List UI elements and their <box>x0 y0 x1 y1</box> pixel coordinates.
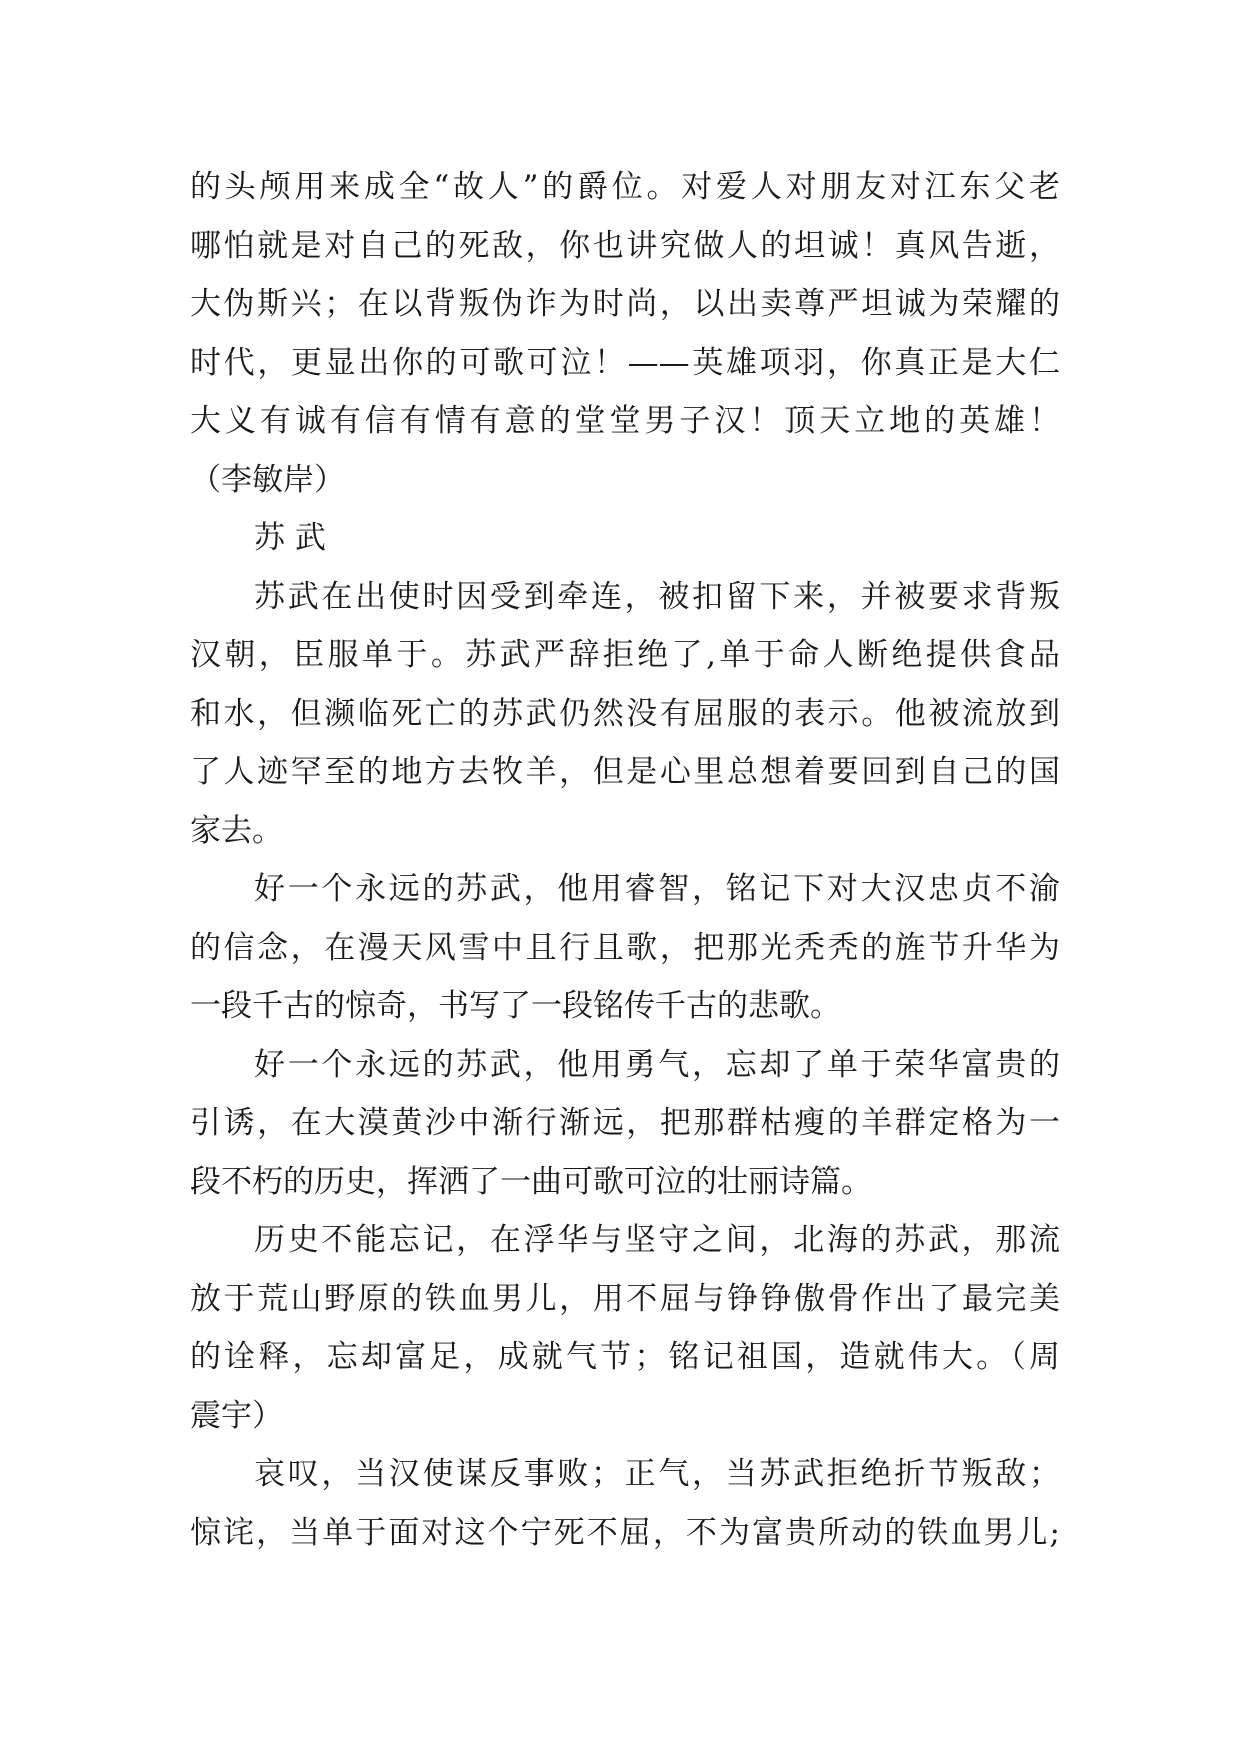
text-line: 时代，更显出你的可歌可泣！——英雄项羽，你真正是大仁 <box>190 344 1060 381</box>
text-line: 的头颅用来成全“故人”的爵位。对爱人对朋友对江东父老 <box>190 169 1060 205</box>
paragraph-start: 历史不能忘记，在浮华与坚守之间，北海的苏武，那流 <box>254 1222 1060 1258</box>
paragraph-start: 苏武在出使时因受到牵连，被扣留下来，并被要求背叛 <box>254 578 1060 615</box>
text-line: 哪怕就是对自己的死敌，你也讲究做人的坦诚！真风告逝， <box>190 227 1060 264</box>
paragraph-start: 好一个永远的苏武，他用勇气，忘却了单于荣华富贵的 <box>254 1046 1060 1083</box>
text-line: 的诠释，忘却富足，成就气节；铭记祖国，造就伟大。（周 <box>190 1339 1060 1375</box>
text-line: 引诱，在大漠黄沙中渐行渐远，把那群枯瘦的羊群定格为一 <box>190 1105 1060 1141</box>
paragraph-end: 一段千古的惊奇，书写了一段铭传千古的悲歌。 <box>190 988 841 1024</box>
section-heading: 苏 武 <box>254 520 326 556</box>
document-page <box>190 158 1060 1562</box>
text-line: 和水，但濒临死亡的苏武仍然没有屈服的表示。他被流放到 <box>190 695 1060 732</box>
author-attribution: （李敏岸） <box>190 461 345 498</box>
text-line: 大伪斯兴；在以背叛伪诈为时尚，以出卖尊严坦诚为荣耀的 <box>190 286 1060 322</box>
paragraph-end: 段不朽的历史，挥洒了一曲可歌可泣的壮丽诗篇。 <box>190 1163 872 1200</box>
author-attribution: 震宇） <box>190 1397 283 1434</box>
paragraph-start: 哀叹，当汉使谋反事败；正气，当苏武拒绝折节叛敌； <box>254 1456 1060 1492</box>
text-line: 的信念，在漫天风雪中且行且歌，把那光秃秃的旌节升华为 <box>190 929 1060 966</box>
text-line: 放于荒山野原的铁血男儿，用不屈与铮铮傲骨作出了最完美 <box>190 1280 1060 1317</box>
text-line: 大义有诚有信有情有意的堂堂男子汉！顶天立地的英雄！ <box>190 403 1060 439</box>
text-line: 了人迹罕至的地方去牧羊，但是心里总想着要回到自己的国 <box>190 754 1060 790</box>
text-line: 惊诧，当单于面对这个宁死不屈，不为富贵所动的铁血男儿; <box>190 1514 1060 1551</box>
paragraph-start: 好一个永远的苏武，他用睿智，铭记下对大汉忠贞不渝 <box>254 871 1060 907</box>
text-line: 汉朝，臣服单于。苏武严辞拒绝了,单于命人断绝提供食品 <box>190 637 1060 673</box>
paragraph-end: 家去。 <box>190 812 283 849</box>
